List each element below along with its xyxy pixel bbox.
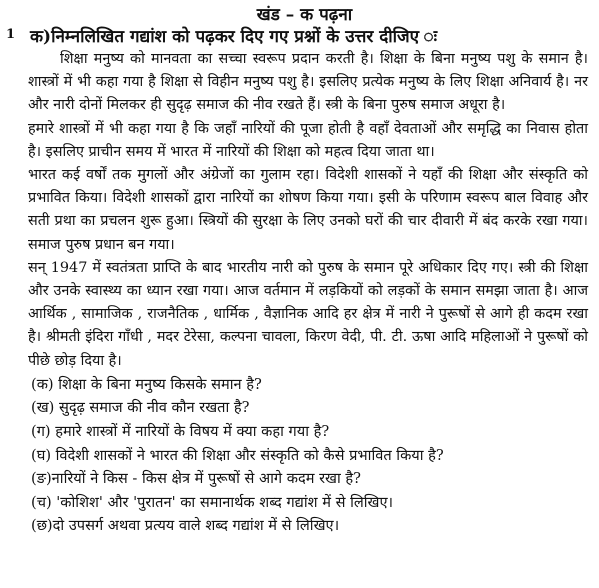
- reading-passage: [28, 48, 588, 373]
- sub-question-ga: (ग) हमारे शास्त्रों में नारियों के विषय में क्या कहा गया है?: [31, 423, 330, 441]
- question-number: 1: [6, 27, 16, 42]
- sub-question-kha: (ख) सुदृढ़ समाज की नीव कौन रखता है?: [31, 399, 250, 417]
- passage-paragraph-3: भारत कई वर्षों तक मुगलों और अंग्रेजों का गुलाम रहा। विदेशी शासकों ने यहाँ की शिक्षा और संस्कृति को प्रभावित किया। विदेशी शासकों द्वारा नारियों का शोषण किया गया। इसी के परिणाम स्वरूप बाल विवाह और सती प्रथा का प्रचलन शुरू हुआ। स्त्रियों की सुरक्षा के लिए उनको घरों की चार दीवारी में बंद करके रखा गया। समाज पुरुष प्रधान बन गया।: [28, 167, 588, 253]
- sub-question-gha: (घ) विदेशी शासकों ने भारत की शिक्षा और संस्कृति को कैसे प्रभावित किया है?: [31, 446, 444, 464]
- sub-question-nga: (ङ)नारियों ने किस - किस क्षेत्र में पुरूषों से आगे कदम रखा है?: [31, 470, 361, 488]
- passage-paragraph-4: सन् 1947 में स्वतंत्रता प्राप्ति के बाद भारतीय नारी को पुरुष के समान पूरे अधिकार दिए गए। स्त्री की शिक्षा और उनके स्वास्थ्य का ध्यान रखा गया। आज वर्तमान में लड़कियों को लड़कों के समान समझा जाता है। आज आर्थिक , सामाजिक , राजनैतिक , धार्मिक , वैज्ञानिक आदि हर क्षेत्र में नारी ने पुरूषों से आगे ही कदम रखा है। श्रीमती इंदिरा गाँधी , मदर टेरेसा, कल्पना चावला, किरण वेदी, पी. टी. ऊषा आदि महिलाओं ने पुरूषों को पीछे छोड़ दिया है।: [28, 259, 588, 369]
- question-header: [4, 26, 593, 48]
- section-title: खंड – क पढ़ना: [256, 5, 353, 25]
- sub-question-chha: (छ)दो उपसर्ग अथवा प्रत्यय वाले शब्द गद्यांश में से लिखिए।: [31, 517, 340, 535]
- passage-paragraph-1: शिक्षा मनुष्य को मानवता का सच्चा स्वरूप प्रदान करती है। शिक्षा के बिना मनुष्य पशु के समान है। शास्त्रों में भी कहा गया है शिक्षा से विहीन मनुष्य पशु है। इसलिए प्रत्येक मनुष्य के लिए शिक्षा अनिवार्य है। नर और नारी दोनों मिलकर ही सुदृढ़ समाज की नीव रखते हैं। स्त्री के बिना पुरुष समाज अधूरा है।: [28, 51, 588, 114]
- passage-paragraph-2: हमारे शास्त्रों में भी कहा गया है कि जहाँ नारियों की पूजा होती है वहाँ देवताओं और समृद्धि का निवास होता है। इसलिए प्राचीन समय में भारत में नारियों की शिक्षा को महत्व दिया जाता था।: [28, 120, 588, 160]
- sub-question-ka: (क) शिक्षा के बिना मनुष्य किसके समान है?: [31, 375, 262, 393]
- sub-question-list: [31, 373, 593, 538]
- sub-question-cha: (च) 'कोशिश' और 'पुरातन' का समानार्थक शब्द गद्यांश में से लिखिए।: [31, 493, 394, 511]
- question-heading: क)निम्नलिखित गद्यांश को पढ़कर दिए गए प्रश्नों के उत्तर दीजिए ः: [30, 27, 438, 47]
